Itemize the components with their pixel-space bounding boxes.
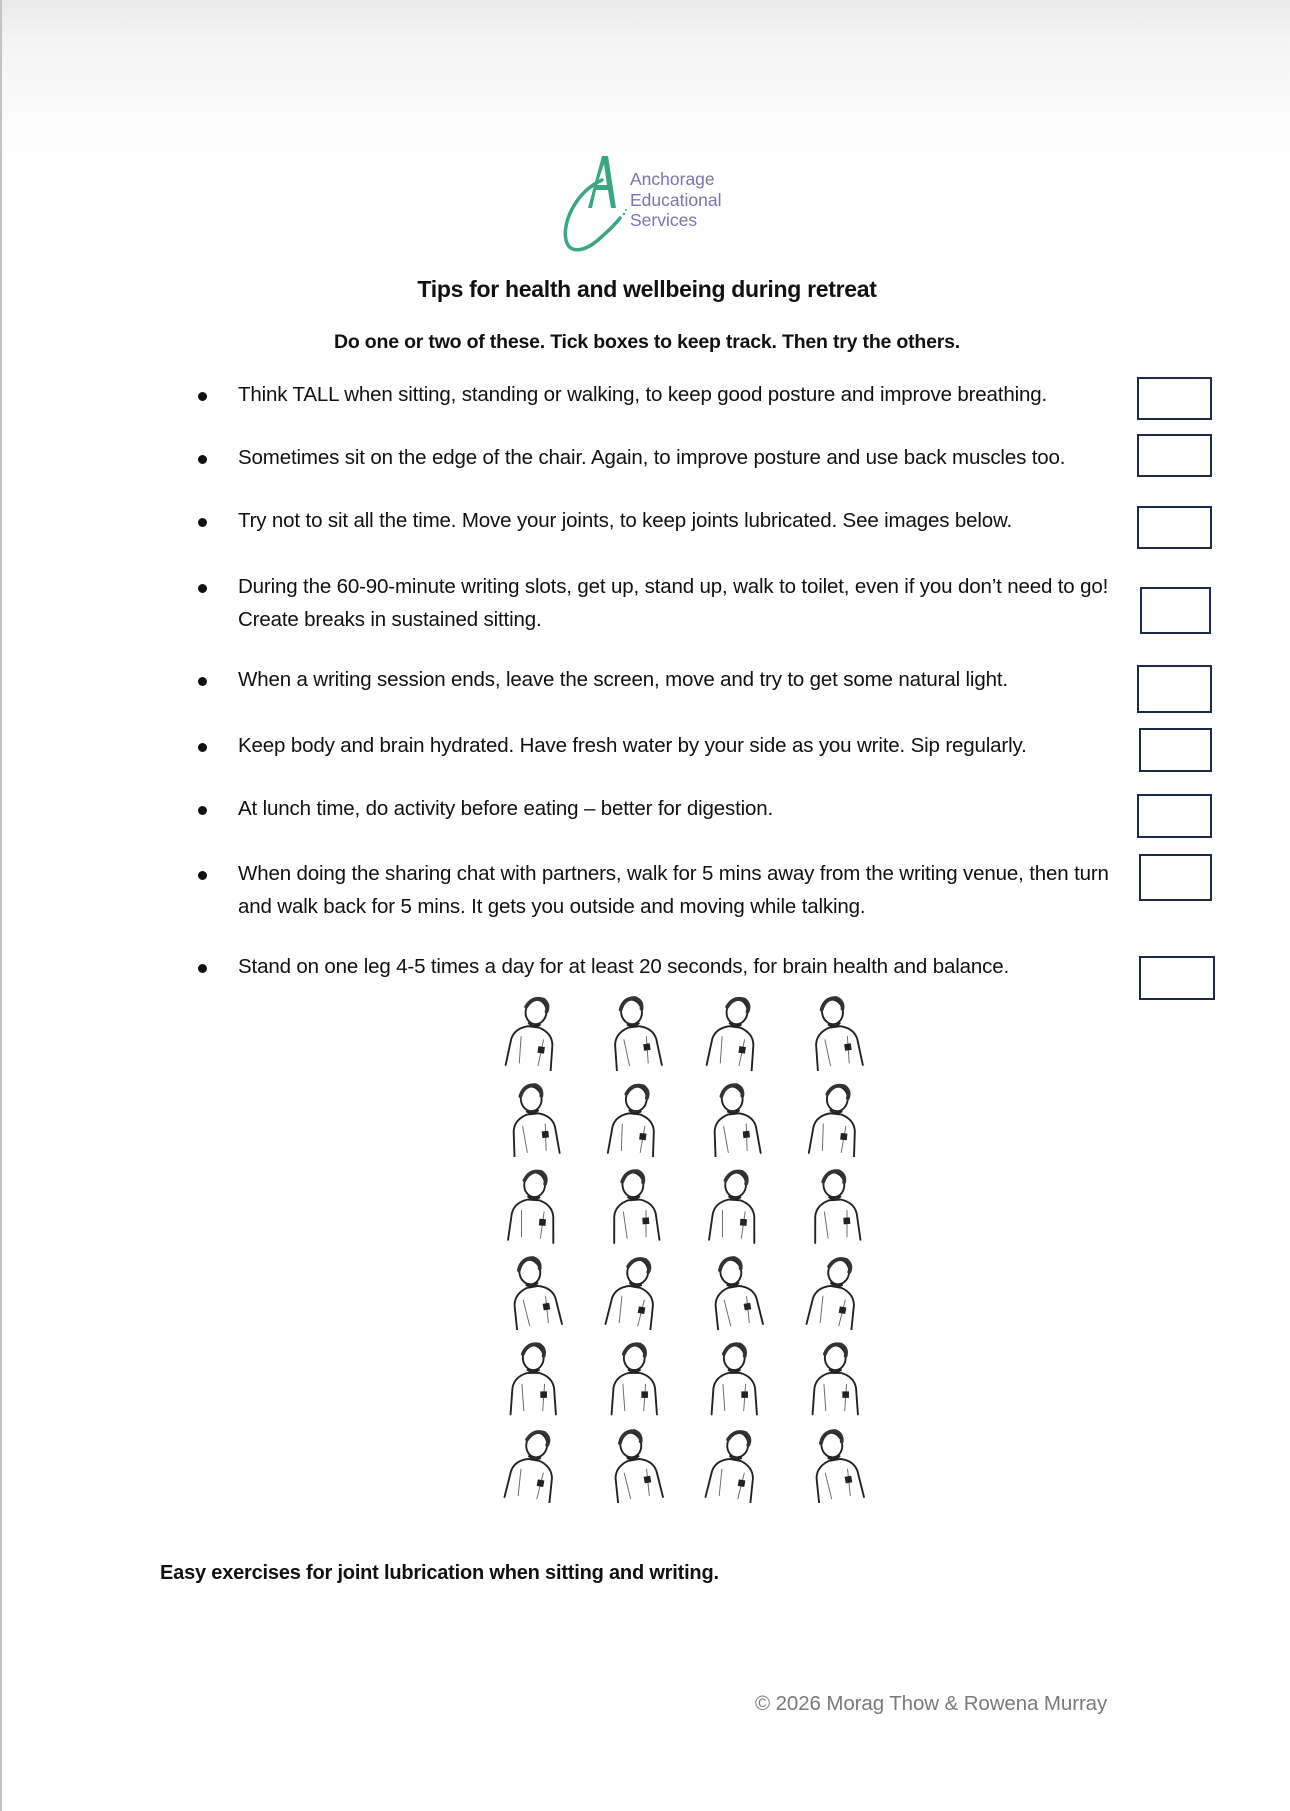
tip-item xyxy=(198,504,1138,537)
tick-box-7[interactable] xyxy=(1137,794,1212,838)
tip-text: Think TALL when sitting, standing or walking, to keep good posture and improve breathing. xyxy=(238,383,1048,406)
tip-item xyxy=(198,663,1138,696)
head-tilt-down-illustration-icon xyxy=(687,1161,782,1244)
tip-text: Stand on one leg 4-5 times a day for at least 20 seconds, for brain health and balance. xyxy=(238,955,1010,978)
seated-knee-hug-illustration-icon xyxy=(788,1075,883,1158)
document-title: Tips for health and wellbeing during retreat xyxy=(417,276,877,302)
tip-item xyxy=(198,950,1138,983)
tick-box-5[interactable] xyxy=(1137,665,1212,713)
side-bend-left-illustration-icon xyxy=(587,1334,682,1417)
bullet-icon xyxy=(198,743,207,752)
tip-text: When a writing session ends, leave the screen, move and try to get some natural light. xyxy=(238,668,1008,691)
tick-box-2[interactable] xyxy=(1137,434,1212,477)
shoulder-roll-back-illustration-icon xyxy=(788,1334,883,1417)
fist-wrist-stretch-illustration-icon xyxy=(788,988,883,1071)
tip-text: Try not to sit all the time. Move your joints, to keep joints lubricated. See images below. xyxy=(238,509,1013,532)
seated-twist-right-illustration-icon xyxy=(587,1248,682,1331)
bullet-icon xyxy=(198,455,207,464)
logo-line-3: Services xyxy=(630,210,698,230)
bullet-icon xyxy=(198,806,207,815)
back-hand-reach-illustration-icon xyxy=(486,1421,581,1504)
tick-box-4[interactable] xyxy=(1140,587,1211,634)
seated-twist-left-illustration-icon xyxy=(687,1248,782,1331)
ankle-point-illustration-icon xyxy=(687,1421,782,1504)
elbow-raise-stretch-illustration-icon xyxy=(687,988,782,1071)
finger-spread-illustration-icon xyxy=(486,1248,581,1331)
tip-item xyxy=(198,441,1138,474)
head-tilt-up-illustration-icon xyxy=(788,1161,883,1244)
tick-box-6[interactable] xyxy=(1139,728,1212,772)
exercise-caption: Easy exercises for joint lubrication when sitting and writing. xyxy=(160,1562,719,1584)
tip-text: When doing the sharing chat with partners, walk for 5 mins away from the writing venue, then turn and walk back for 5 mins. It gets you outside and moving while talking. xyxy=(238,862,1109,918)
tip-item xyxy=(198,729,1138,762)
tick-box-8[interactable] xyxy=(1139,854,1212,901)
document-subtitle: Do one or two of these. Tick boxes to keep track. Then try the others. xyxy=(333,331,961,353)
tip-item xyxy=(198,570,1138,636)
head-turn-left-illustration-icon xyxy=(587,1161,682,1244)
head-turn-right-illustration-icon xyxy=(486,1161,581,1244)
tip-item xyxy=(198,792,1138,825)
tip-text: Sometimes sit on the edge of the chair. Again, to improve posture and use back muscles too. xyxy=(238,446,1066,469)
tick-box-3[interactable] xyxy=(1137,506,1212,549)
ankle-circle-illustration-icon xyxy=(486,988,581,1071)
tip-text: At lunch time, do activity before eating – better for digestion. xyxy=(238,797,774,820)
bullet-icon xyxy=(198,964,207,973)
neutral-posture-illustration-icon xyxy=(788,1248,883,1331)
bullet-icon xyxy=(198,584,207,593)
bullet-icon xyxy=(198,518,207,527)
logo-text xyxy=(630,169,721,231)
ankle-flex-illustration-icon xyxy=(587,1421,682,1504)
logo-line-1: Anchorage xyxy=(630,169,715,189)
tip-item xyxy=(198,378,1138,411)
wrist-circle-illustration-icon xyxy=(788,1421,883,1504)
bullet-icon xyxy=(198,677,207,686)
logo-line-2: Educational xyxy=(630,189,722,210)
arm-reach-forward-illustration-icon xyxy=(587,988,682,1071)
seated-leg-stretch-illustration-icon xyxy=(687,1075,782,1158)
tip-item xyxy=(198,857,1138,923)
bullet-icon xyxy=(198,392,207,401)
bullet-icon xyxy=(198,871,207,880)
shoulder-shrug-illustration-icon xyxy=(486,1334,581,1417)
side-bend-right-illustration-icon xyxy=(687,1334,782,1417)
copyright-notice: © 2026 Morag Thow & Rowena Murray xyxy=(755,1692,1108,1715)
hand-behind-head-illustration-icon xyxy=(587,1075,682,1158)
exercise-illustrations-grid xyxy=(486,988,882,1503)
tick-box-9[interactable] xyxy=(1139,956,1215,1000)
anchorage-logo xyxy=(562,152,734,256)
tip-text: Keep body and brain hydrated. Have fresh water by your side as you write. Sip regularly. xyxy=(238,734,1027,757)
tip-text: During the 60-90-minute writing slots, get up, stand up, walk to toilet, even if you don’t need to go! Create breaks in sustained sitting. xyxy=(238,575,1109,631)
arms-forward-reach-illustration-icon xyxy=(486,1075,581,1158)
tick-box-1[interactable] xyxy=(1137,377,1212,420)
